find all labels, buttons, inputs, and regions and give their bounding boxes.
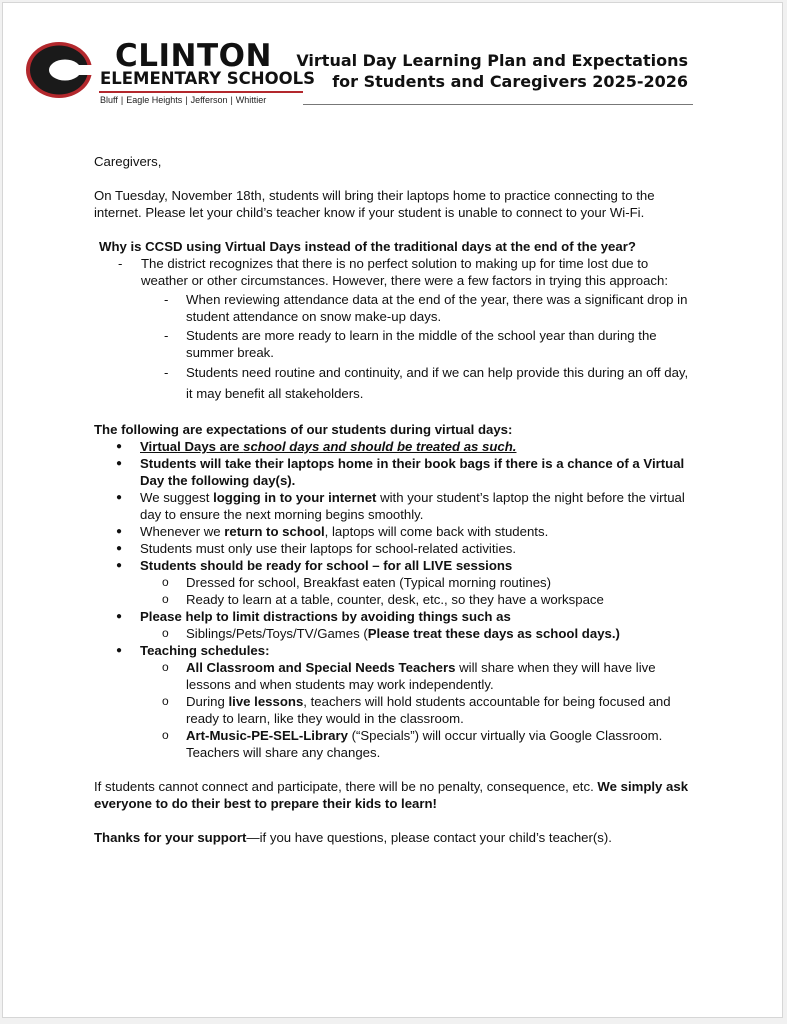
document-title	[296, 50, 688, 92]
list-item: - Students need routine and continuity, and if we can help provide this during an off day, it may benefit all stakeholders.	[141, 362, 694, 404]
campus-name: Whittier	[235, 95, 267, 105]
list-item	[94, 642, 694, 761]
document-page	[2, 2, 783, 1018]
campus-name: Eagle Heights	[126, 95, 183, 105]
list-item	[94, 523, 694, 540]
list-item	[94, 438, 694, 455]
list-item	[140, 727, 694, 761]
expectations-heading: The following are expectations of our students during virtual days:	[94, 422, 513, 437]
text-run: Students will take their laptops home in their book bags if there is a chance of a Virtual Day the following day(s).	[140, 456, 685, 488]
list-item	[94, 455, 694, 489]
text-run: Students should be ready for school – for all LIVE sessions	[140, 558, 513, 573]
list-item: - Students are more ready to learn in the middle of the school year than during the summer break.	[141, 327, 694, 361]
thanks-paragraph	[94, 829, 694, 846]
list-item	[94, 255, 694, 404]
text-run: —if you have questions, please contact your child’s teacher(s).	[246, 830, 612, 845]
text-run: will share when they will have live lessons and when students may work independently.	[186, 660, 656, 692]
list-item	[140, 659, 694, 693]
text-run: Please help to limit distractions by avoiding things such as	[140, 609, 511, 624]
list-item	[140, 693, 694, 727]
why-heading: Why is CCSD using Virtual Days instead of the traditional days at the end of the year?	[99, 239, 636, 254]
list-item	[94, 608, 694, 642]
text-run: live lessons	[228, 694, 304, 709]
text-run: (“Specials”) will occur virtually via Google Classroom. Teachers will share any changes.	[186, 728, 663, 760]
text-run: Thanks for your support	[94, 830, 247, 845]
text-run: school days and should be treated as such.	[243, 439, 517, 454]
text-run: logging in to your internet	[213, 490, 377, 505]
logo-divider	[99, 91, 303, 93]
intro-paragraph: On Tuesday, November 18th, students will bring their laptops home to practice connecting to the internet. Please let your child’s teacher know if your student is unable to connect to your Wi-Fi.	[94, 188, 655, 220]
why-main-text: The district recognizes that there is no perfect solution to making up for time lost due to weather or other circumstances. However, there were a few factors in trying this approach:	[141, 256, 669, 288]
greeting: Caregivers,	[94, 154, 162, 169]
title-rule	[303, 104, 693, 105]
title-line: Virtual Day Learning Plan and Expectations	[296, 51, 688, 70]
list-item	[140, 625, 694, 642]
school-name: CLINTON	[115, 38, 272, 74]
text-run: Virtual Days are	[140, 439, 244, 454]
letter-body	[94, 153, 694, 846]
title-line: for Students and Caregivers 2025-2026	[332, 72, 688, 91]
list-item: - When reviewing attendance data at the end of the year, there was a significant drop in student attendance on snow make-up days.	[141, 291, 694, 325]
text-run: , laptops will come back with students.	[324, 524, 549, 539]
text-run: with your student’s laptop the night before the virtual day to ensure the next morning begins smoothly.	[140, 490, 685, 522]
list-item: ● Students must only use their laptops for school-related activities.	[94, 540, 694, 557]
closing-paragraph	[94, 778, 694, 812]
text-run: If students cannot connect and participate, there will be no penalty, consequence, etc.	[94, 779, 598, 794]
list-item	[94, 489, 694, 523]
why-list	[94, 255, 694, 404]
text-run: Please treat these days as school days.)	[367, 626, 620, 641]
text-run: We suggest	[140, 490, 214, 505]
text-run: Art-Music-PE-SEL-Library	[186, 728, 348, 743]
campus-name: Jefferson	[190, 95, 228, 105]
distractions-list	[140, 625, 694, 642]
text-run: Teaching schedules:	[140, 643, 270, 658]
text-run: Siblings/Pets/Toys/TV/Games (	[186, 626, 368, 641]
list-item	[94, 557, 694, 608]
clinton-logo-icon	[25, 41, 93, 99]
expectations-list	[94, 438, 694, 761]
reason-list	[141, 291, 694, 404]
text-run: All Classroom and Special Needs Teachers	[186, 660, 456, 675]
campus-list: Bluff | Eagle Heights | Jefferson | Whittier	[100, 95, 267, 105]
text-run: During	[186, 694, 229, 709]
school-subtitle: ELEMENTARY SCHOOLS	[100, 69, 316, 88]
text-run: Whenever we	[140, 524, 225, 539]
text-run: , teachers will hold students accountable for being focused and ready to learn, like they would in the classroom.	[186, 694, 671, 726]
text-run: return to school	[224, 524, 325, 539]
list-item: o Dressed for school, Breakfast eaten (Typical morning routines)	[140, 574, 694, 591]
text-run: We simply ask everyone to do their best to prepare their kids to learn!	[94, 779, 689, 811]
readiness-list	[140, 574, 694, 608]
campus-name: Bluff	[100, 95, 118, 105]
list-item: o Ready to learn at a table, counter, desk, etc., so they have a workspace	[140, 591, 694, 608]
schedule-list	[140, 659, 694, 761]
